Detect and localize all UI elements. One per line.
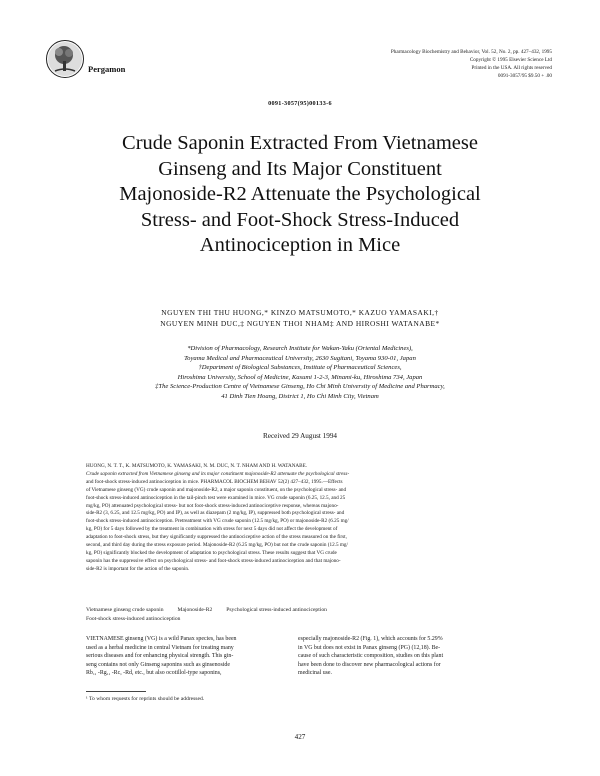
article-title (40, 131, 560, 259)
abstract-line: kg, PO) for 5 days followed by the treatment in combination with stress for next 5 days did not affect the development of (86, 526, 338, 533)
title-line: Antinociception in Mice (199, 234, 401, 256)
abstract-line: mg/kg, PO) attenuated psychological stress- but not foot-shock stress-induced antinociceptive response, whereas majono- (86, 502, 339, 509)
abstract-line: side-R2 is important for the action of the saponin. (86, 565, 190, 572)
abstract-line: of Vietnamese ginseng (VG) crude saponin and majonoside-R2, a major saponin constituent, on the psychological stress- and (86, 486, 347, 493)
body-line: in VG but does not exist in Panax ginseng (PG) (12,18). Be- (298, 644, 441, 651)
abstract-line: foot-shock stress-induced antinociception. Pretreatment with VG crude saponin (12.5 mg/kg, PO) or majonoside-R2 (6.25 mg/ (86, 518, 349, 525)
abstract-line: HUONG, N. T. T., K. MATSUMOTO, K. YAMASAKI, N. M. DUC, N. T. NHAM AND H. WATANABE. (86, 463, 308, 469)
body-line: cause of such characteristic composition, studies on this plant (298, 653, 444, 659)
abstract-line: adaptation to foot-shock stress, but they significantly suppressed the antinociceptive action of the stress measured on the first, (86, 534, 347, 541)
body-line: especially majonoside-R2 (Fig. 1), which accounts for 5.29% (298, 636, 443, 642)
affiliation-line: *Division of Pharmacology, Research Institute for Wakan-Yaku (Oriental Medicines), (187, 345, 413, 352)
abstract-line: Crude saponin extracted from Vietnamese ginseng and its major constituent majonoside-R2 attenuate the psychological stress- (86, 470, 350, 477)
body-column-left (86, 635, 308, 678)
author-list (60, 307, 540, 329)
body-line: have been done to discover new pharmacological actions for (298, 661, 441, 668)
author-line: NGUYEN MINH DUC,‡ NGUYEN THOI NHAM‡ AND HIROSHI WATANABE* (160, 319, 440, 328)
journal-line: Copyright © 1995 Elsevier Science Ltd (469, 57, 552, 63)
title-line: Crude Saponin Extracted From Vietnamese (122, 132, 478, 154)
affiliations (40, 344, 560, 402)
body-line: used as a herbal medicine in central Vietnam for treating many (86, 644, 234, 651)
publisher-name: Pergamon (88, 64, 126, 74)
body-column-right (298, 635, 520, 678)
received-date: Received 29 August 1994 (262, 432, 338, 440)
body-line: seng contains not only Ginseng saponins such as ginsenoside (86, 661, 230, 668)
abstract-line: foot-shock stress-induced antinociception in the tail-pinch test were examined in mice. VG crude saponin (6.25, 12.5, and 25 (86, 494, 346, 501)
keywords-line: Vietnamese ginseng crude saponin Majonoside-R2 Psychological stress-induced antinociception (86, 607, 327, 613)
journal-info (330, 48, 552, 80)
page-number: 427 (294, 733, 306, 741)
affiliation-line: †Department of Biological Substances, Institute of Pharmaceutical Sciences, (198, 364, 402, 372)
abstract-line: and foot-shock stress-induced antinociception in mice. PHARMACOL BIOCHEM BEHAV 52(2) 427–432, 1995.—Effects (86, 478, 343, 485)
abstract-line: kg, PO) significantly blocked the development of adaptation to psychological stress. These results suggest that VG crude (86, 549, 337, 556)
abstract-line: saponin has the suppressive effect on psychological stress- and foot-shock stress-induced antinociception and that majono- (86, 557, 341, 564)
keywords-line: Foot-shock stress-induced antinociception (86, 615, 181, 622)
tree-emblem-icon (47, 41, 83, 77)
title-line: Stress- and Foot-Shock Stress-Induced (140, 208, 460, 231)
author-line: NGUYEN THI THU HUONG,* KINZO MATSUMOTO,* KAZUO YAMASAKI,† (161, 308, 439, 317)
title-line: Majonoside-R2 Attenuate the Psychological (119, 183, 481, 205)
journal-line: Printed in the USA. All rights reserved (471, 65, 552, 71)
doi-code: 0091-3057(95)00133-6 (268, 100, 332, 107)
affiliation-line: ‡The Science-Production Centre of Vietnamese Ginseng, Ho Chi Minh University of Medicine and Pharmacy, (155, 383, 445, 391)
body-line: medicinal use. (298, 670, 333, 676)
keywords (86, 606, 518, 623)
journal-line: Pharmacology Biochemistry and Behavior, Vol. 52, No. 2, pp. 427–432, 1995 (390, 49, 552, 55)
abstract (86, 463, 518, 574)
journal-line: 0091-3057/95 $9.50 + .00 (497, 73, 552, 79)
affiliation-line: Hiroshima University, School of Medicine, Kasumi 1-2-3, Minami-ku, Hiroshima 734, Japan (177, 373, 423, 381)
footnote: ¹ To whom requests for reprints should be addressed. (86, 696, 205, 702)
title-line: Ginseng and Its Major Constituent (158, 157, 442, 180)
body-line: Rb₁, -Rg₁, -Rc, -Rd, etc., but also ocotillol-type saponins, (86, 670, 222, 676)
affiliation-line: Toyama Medical and Pharmaceutical University, 2630 Sugitani, Toyama 930-01, Japan (184, 354, 416, 362)
abstract-line: second, and third day during the stress exposure period. Majonoside-R2 (6.25 mg/kg, PO) but not the crude saponin (12.5 mg/ (86, 542, 348, 549)
abstract-line: side-R2 (3, 6.25, and 12.5 mg/kg, PO) and IP), as well as diazepam (2 mg/kg, IP), suppressed both psychological stress- and (86, 510, 345, 517)
body-line: VIETNAMESE ginseng (VG) is a wild Panax species, has been (86, 636, 237, 642)
body-line: serious diseases and for enhancing physical strength. This gin- (86, 653, 234, 659)
publisher-logo (46, 40, 84, 78)
footnote-divider (86, 691, 146, 692)
affiliation-line: 41 Dinh Tien Hoang, District 1, Ho Chi Minh City, Vietnam (221, 392, 379, 400)
